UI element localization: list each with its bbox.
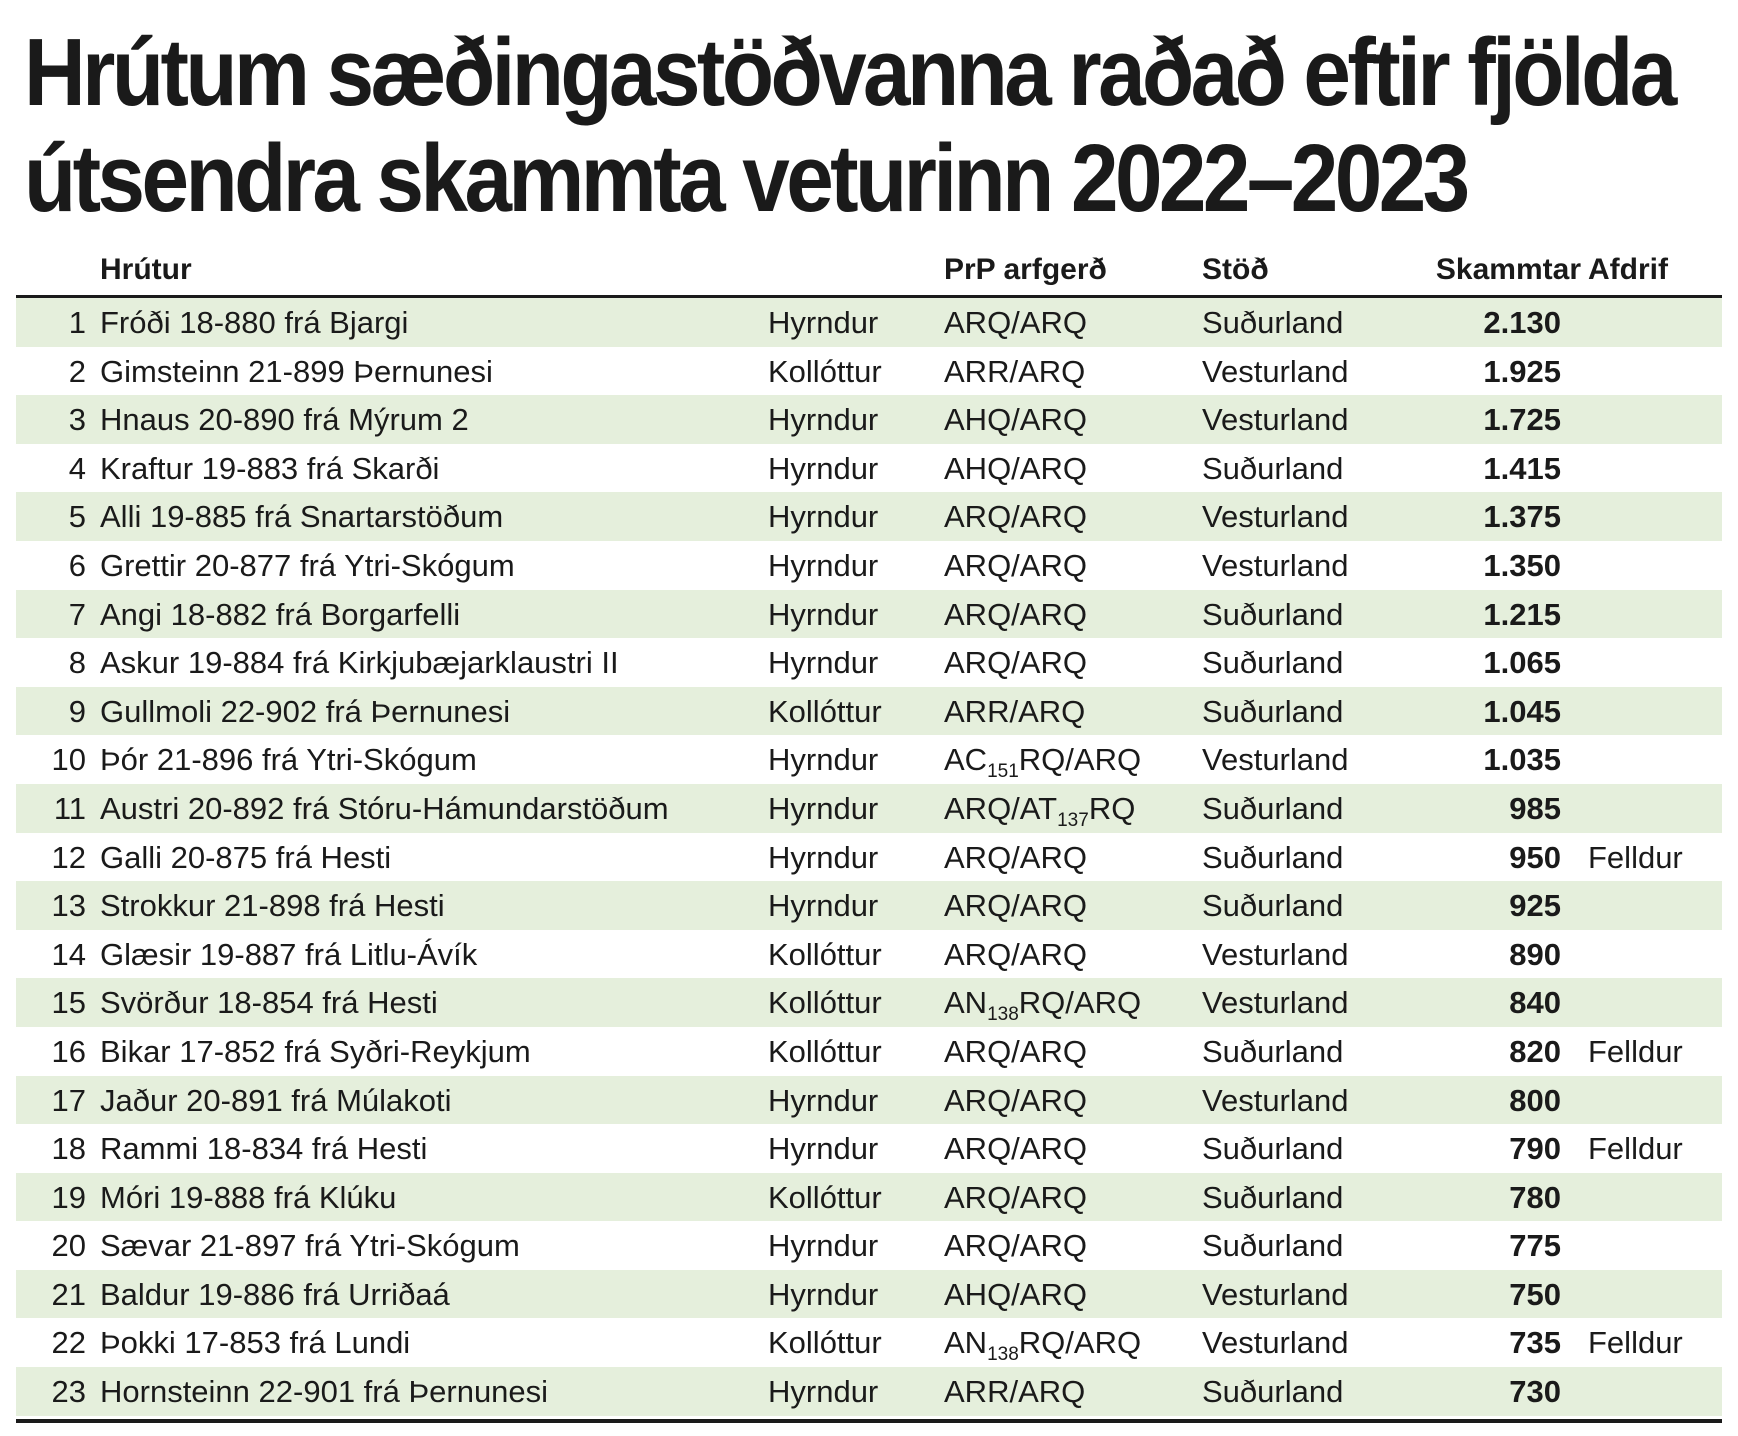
table-row [16,1221,1722,1270]
ram-type: Hyrndur [768,645,879,681]
prp-genotype [944,1277,1087,1313]
table-row [16,444,1722,493]
prp-main: AN [944,985,988,1021]
table-row [16,1076,1722,1125]
prp-main: ARR/ARQ [944,353,1086,389]
doses-count: 790 [1509,1131,1561,1167]
ram-type: Hyrndur [768,1082,879,1118]
row-number: 21 [51,1276,86,1312]
table-row [16,492,1722,541]
row-number: 18 [51,1131,86,1167]
station: Suðurland [1202,839,1344,875]
row-number: 10 [51,742,86,778]
doses-count: 1.350 [1483,547,1561,583]
doses-count: 735 [1509,1325,1561,1361]
header-stod: Stöð [1202,253,1269,286]
table-row [16,541,1722,590]
table-row [16,881,1722,930]
doses-count: 775 [1509,1228,1561,1264]
prp-genotype [944,645,1087,681]
ram-type: Kollóttur [768,1325,882,1361]
header-prp: PrP arfgerð [944,253,1107,286]
ram-type: Kollóttur [768,353,882,389]
fate: Felldur [1588,1131,1683,1167]
ram-name: Strokkur 21-898 frá Hesti [100,888,445,924]
station: Vesturland [1202,1325,1349,1361]
ram-type: Hyrndur [768,402,879,438]
prp-subscript: 138 [987,1004,1019,1026]
prp-genotype [944,402,1087,438]
station: Suðurland [1202,645,1344,681]
station: Suðurland [1202,596,1344,632]
doses-count: 1.925 [1483,353,1561,389]
prp-main: ARQ/ARQ [944,499,1087,535]
doses-count: 750 [1509,1276,1561,1312]
prp-genotype [944,1374,1085,1410]
prp-main: AHQ/ARQ [944,402,1087,438]
table-row [16,347,1722,396]
row-number: 2 [68,353,86,389]
prp-main: ARQ/ARQ [944,839,1087,875]
prp-main: ARQ/ARQ [944,936,1087,972]
ram-name: Kraftur 19-883 frá Skarði [100,450,440,486]
row-number: 12 [51,839,86,875]
prp-genotype [944,1034,1087,1070]
station: Vesturland [1202,1082,1349,1118]
row-number: 11 [53,790,86,826]
prp-main: ARQ/ARQ [944,547,1087,583]
fate: Felldur [1588,1033,1683,1069]
prp-main: AHQ/ARQ [944,1276,1087,1312]
prp-genotype [944,597,1087,633]
prp-genotype [944,1131,1087,1167]
row-number: 8 [68,645,86,681]
ram-name: Grettir 20-877 frá Ytri-Skógum [100,547,515,583]
page-title [24,19,1674,232]
ram-type: Hyrndur [768,790,879,826]
prp-main: ARQ/ARQ [944,1082,1087,1118]
station: Suðurland [1202,693,1344,729]
table-header [16,245,1722,298]
row-number: 15 [51,985,86,1021]
prp-genotype [944,694,1085,730]
doses-count: 1.215 [1483,596,1561,632]
prp-main: ARQ/ARQ [944,596,1087,632]
station: Vesturland [1202,547,1349,583]
station: Suðurland [1202,790,1344,826]
doses-count: 730 [1509,1374,1561,1410]
prp-genotype [944,888,1087,924]
table-body [16,298,1722,1416]
ram-name: Þokki 17-853 frá Lundi [100,1325,411,1361]
station: Vesturland [1202,985,1349,1021]
doses-count: 1.035 [1483,742,1561,778]
prp-subscript: 138 [987,1344,1019,1366]
ram-type: Kollóttur [768,936,882,972]
doses-count: 780 [1509,1179,1561,1215]
doses-count: 985 [1509,790,1561,826]
ram-name: Alli 19-885 frá Snartarstöðum [100,499,504,535]
ram-name: Gimsteinn 21-899 Þernunesi [100,353,493,389]
station: Vesturland [1202,402,1349,438]
table-row [16,395,1722,444]
prp-main: AHQ/ARQ [944,450,1087,486]
station: Suðurland [1202,450,1344,486]
row-number: 9 [68,693,86,729]
prp-main: ARQ/ARQ [944,1033,1087,1069]
ram-type: Kollóttur [768,693,882,729]
table-row [16,590,1722,639]
ram-type: Kollóttur [768,985,882,1021]
ram-name: Þór 21-896 frá Ytri-Skógum [100,742,477,778]
prp-subscript: 151 [987,761,1019,783]
row-number: 17 [51,1082,86,1118]
prp-genotype [944,1083,1087,1119]
prp-genotype [944,1228,1087,1264]
prp-subscript: 137 [1057,810,1089,832]
station: Suðurland [1202,888,1344,924]
prp-main: ARQ/ARQ [944,1179,1087,1215]
ram-type: Kollóttur [768,1033,882,1069]
ram-type: Hyrndur [768,547,879,583]
ram-type: Hyrndur [768,1228,879,1264]
doses-count: 890 [1509,936,1561,972]
station: Suðurland [1202,1131,1344,1167]
table-row [16,784,1722,833]
station: Suðurland [1202,1374,1344,1410]
ram-name: Svörður 18-854 frá Hesti [100,985,438,1021]
row-number: 6 [68,547,86,583]
station: Suðurland [1202,305,1344,340]
doses-count: 950 [1509,839,1561,875]
table-row [16,298,1722,347]
table-row [16,833,1722,882]
doses-count: 1.045 [1483,693,1561,729]
row-number: 23 [51,1374,86,1410]
station: Suðurland [1202,1179,1344,1215]
ram-name: Rammi 18-834 frá Hesti [100,1131,428,1167]
title-line-1: Hrútum sæðingastöðvanna raðað eftir fjölda [24,19,1674,126]
prp-rest: RQ/ARQ [1018,985,1142,1021]
ram-name: Sævar 21-897 frá Ytri-Skógum [100,1228,520,1264]
prp-genotype [944,1180,1087,1216]
ram-type: Kollóttur [768,1179,882,1215]
ram-name: Gullmoli 22-902 frá Þernunesi [100,693,511,729]
prp-genotype [944,840,1087,876]
ram-type: Hyrndur [768,1374,879,1410]
ram-type: Hyrndur [768,888,879,924]
table-row [16,1318,1722,1367]
station: Vesturland [1202,499,1349,535]
fate: Felldur [1588,839,1683,875]
row-number: 20 [51,1228,86,1264]
prp-genotype [944,499,1087,535]
station: Vesturland [1202,1276,1349,1312]
station: Suðurland [1202,1228,1344,1264]
row-number: 22 [51,1325,86,1361]
prp-main: AN [944,1325,988,1361]
table-row [16,1173,1722,1222]
table-row [16,1270,1722,1319]
row-number: 1 [68,305,86,340]
ram-name: Askur 19-884 frá Kirkjubæjarklaustri II [100,645,619,681]
doses-count: 1.725 [1483,402,1561,438]
doses-count: 800 [1509,1082,1561,1118]
prp-genotype [944,742,1141,783]
prp-main: ARQ/ARQ [944,888,1087,924]
ram-name: Galli 20-875 frá Hesti [100,839,392,875]
ram-name: Bikar 17-852 frá Syðri-Reykjum [100,1033,531,1069]
ram-name: Glæsir 19-887 frá Litlu-Ávík [100,936,478,972]
table-row [16,1124,1722,1173]
prp-main: ARQ/ARQ [944,1131,1087,1167]
station: Suðurland [1202,1033,1344,1069]
prp-genotype [944,451,1087,487]
fate: Felldur [1588,1325,1683,1361]
table-row [16,687,1722,736]
ram-type: Hyrndur [768,839,879,875]
doses-count: 1.415 [1483,450,1561,486]
prp-main: ARQ/AT [944,790,1058,826]
station: Vesturland [1202,742,1349,778]
station: Vesturland [1202,936,1349,972]
row-number: 7 [68,596,86,632]
prp-main: AC [944,742,988,778]
header-hrutur: Hrútur [100,253,192,286]
ram-type: Hyrndur [768,1276,879,1312]
row-number: 14 [51,936,86,972]
row-number: 16 [51,1033,86,1069]
doses-count: 925 [1509,888,1561,924]
prp-main: ARQ/ARQ [944,305,1087,340]
prp-main: ARQ/ARQ [944,645,1087,681]
prp-genotype [944,791,1135,832]
prp-main: ARQ/ARQ [944,1228,1087,1264]
prp-rest: RQ/ARQ [1018,742,1142,778]
ram-name: Móri 19-888 frá Klúku [100,1179,397,1215]
ram-name: Angi 18-882 frá Borgarfelli [100,596,461,632]
doses-count: 820 [1509,1033,1561,1069]
doses-count: 2.130 [1483,305,1561,340]
station: Vesturland [1202,353,1349,389]
row-number: 19 [51,1179,86,1215]
ram-name: Austri 20-892 frá Stóru-Hámundarstöðum [100,790,669,826]
ram-table [16,245,1722,1423]
ram-type: Hyrndur [768,305,879,340]
table-row [16,1367,1722,1416]
prp-genotype [944,354,1085,390]
ram-type: Hyrndur [768,596,879,632]
ram-name: Hornsteinn 22-901 frá Þernunesi [100,1374,549,1410]
ram-type: Hyrndur [768,742,879,778]
doses-count: 1.065 [1483,645,1561,681]
ram-name: Baldur 19-886 frá Urriðaá [100,1276,450,1312]
ram-type: Hyrndur [768,1131,879,1167]
header-skammtar: Skammtar [1435,253,1581,286]
title-line-2: útsendra skammta veturinn 2022–2023 [24,125,1467,232]
prp-main: ARR/ARQ [944,693,1086,729]
doses-count: 1.375 [1483,499,1561,535]
table-row [16,1027,1722,1076]
prp-genotype [944,548,1087,584]
prp-rest: RQ/ARQ [1018,1325,1142,1361]
prp-genotype [944,1325,1141,1366]
table-row [16,930,1722,979]
header-afdrif: Afdrif [1588,253,1668,286]
table-row [16,978,1722,1027]
row-number: 4 [68,450,86,486]
prp-genotype [944,305,1087,341]
ram-name: Fróði 18-880 frá Bjargi [100,305,409,340]
prp-main: ARR/ARQ [944,1374,1086,1410]
table-row [16,638,1722,687]
prp-genotype [944,937,1087,973]
prp-genotype [944,985,1141,1026]
row-number: 3 [68,402,86,438]
row-number: 13 [51,888,86,924]
table-row [16,735,1722,784]
prp-rest: RQ [1088,790,1136,826]
ram-name: Hnaus 20-890 frá Mýrum 2 [100,402,469,438]
ram-type: Hyrndur [768,499,879,535]
doses-count: 840 [1509,985,1561,1021]
ram-type: Hyrndur [768,450,879,486]
ram-name: Jaður 20-891 frá Múlakoti [100,1082,452,1118]
row-number: 5 [68,499,86,535]
bottom-rule [16,1419,1722,1423]
